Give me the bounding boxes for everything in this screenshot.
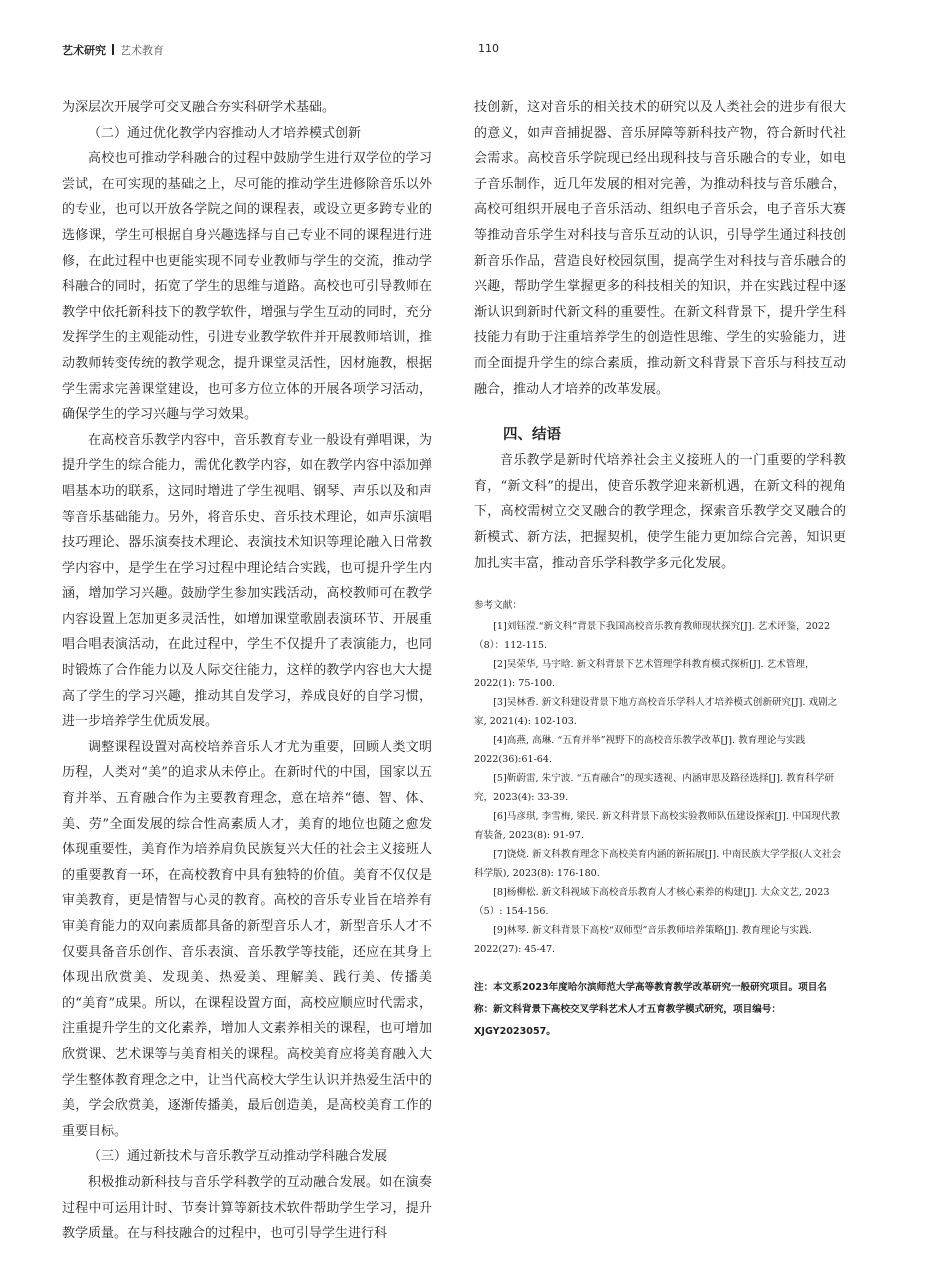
paragraph: 在高校音乐教学内容中，音乐教育专业一般设有弹唱课，为提升学生的综合能力，需优化教学内容，如在教学内容中添加弹唱基本功的联系，这同时增进了学生视唱、钢琴、声乐以及和声等音乐基础能力。另外，将音乐史、音乐技术理论，如声乐演唱技巧理论、器乐演奏技术理论、表演技术知识等理论融入日常教学内容中，是学生在学习过程中理论结合实践，也可提升学生内涵，增加学习兴趣。鼓励学生参加实践活动，高校教师可在教学内容设置上怎加更多灵活性，如增加课堂歌剧表演环节、开展重唱合唱表演活动，在此过程中，学生不仅提升了表演能力，也同时锻炼了合作能力以及人际交往能力，这样的教学内容也大大提高了学生的学习兴趣，推动其自发学习，养成良好的自学习惯，进一步培养学生优质发展。	[62, 432, 432, 730]
paragraph: 技创新，这对音乐的相关技术的研究以及人类社会的进步有很大的意义，如声音捕捉器、音乐屏障等新科技产物，符合新时代社会需求。高校音乐学院现已经出现科技与音乐融合的专业，如电子音乐制作，近几年发展的相对完善，为推动科技与音乐融合，高校可组织开展电子音乐活动、组织电子音乐会，电子音乐大赛等推动音乐学生对科技与音乐互动的认识，引导学生通过科技创新音乐作品，营造良好校园氛围，提高学生对科技与音乐融合的兴趣，帮助学生掌握更多的科技相关的知识，并在实践过程中逐渐认识到新时代新文科的重要性。在新文科背景下，提升学生科技能力有助于注重培养学生的创造性思维、学生的实验能力，进而全面提升学生的综合素质，推动新文科背景下音乐与科技互动融合，推动人才培养的改革发展。	[474, 100, 846, 397]
reference-item: [3]吴林香. 新文科建设背景下地方高校音乐学科人才培养模式创新研究[J]. 戏剧之家, 2021(4): 102-103.	[474, 697, 838, 728]
subsection-heading: （二）通过优化教学内容推动人才培养模式创新	[88, 125, 362, 141]
right-column	[474, 95, 846, 1043]
reference-item: [4]高燕, 高琳. “五育并举”视野下的高校音乐教学改革[J]. 教育理论与实践2022(36):61-64.	[474, 735, 806, 766]
paragraph: 高校也可推动学科融合的过程中鼓励学生进行双学位的学习尝试，在可实现的基础之上，尽可能的推动学生进修除音乐以外的专业，也可以开放各学院之间的课程表，或设立更多跨专业的选修课，学生可根据自身兴趣选择与自己专业不同的课程进行进修，在此过程中也更能实现不同专业教师与学生的交流，推动学科融合的同时，拓宽了学生的思维与道路。高校也可引导教师在教学中依托新科技下的教学软件，增强与学生互动的同时，充分发挥学生的主观能动性，引进专业教学软件并开展教师培训，推动教师转变传统的教学观念，提升课堂灵活性，因材施教，根据学生需求完善课堂建设，也可多方位立体的开展各项学习活动，确保学生的学习兴趣与学习效果。	[62, 151, 432, 423]
subsection-heading: （三）通过新技术与音乐教学互动推动学科融合发展	[88, 1149, 388, 1165]
journal-name: 艺术研究	[62, 44, 106, 57]
references	[474, 596, 846, 959]
reference-item: [6]马彦琪, 李雪梅, 梁民. 新文科背景下高校实验教师队伍建设探索[J]. 中国现代教育装备, 2023(8): 91-97.	[474, 811, 840, 842]
section-name: 艺术教育	[120, 44, 164, 57]
reference-item: [1]刘钰滢.“新文科”背景下我国高校音乐教育教师现状探究[J]. 艺术评鉴，2022（8）：112-115.	[474, 621, 831, 652]
header-divider	[112, 44, 114, 55]
paragraph: 为深层次开展学可交叉融合夯实科研学术基础。	[62, 100, 336, 115]
reference-item: [5]靳蔚雷, 朱宁波. “五育融合”的现实透视、内涵审思及路径选择[J]. 教育科学研究，2023(4): 33-39.	[474, 773, 835, 804]
running-header	[62, 42, 164, 58]
references-title: 参考文献：	[474, 600, 522, 612]
paragraph: 调整课程设置对高校培养音乐人才尤为重要，回顾人类文明历程，人类对“美”的追求从未停止。在新时代的中国，国家以五育并举、五育融合作为主要教育理念，意在培养“德、智、体、美、劳”全面发展的综合性高素质人才，美育的地位也随之愈发体现重要性，美育作为培养肩负民族复兴大任的社会主义接班人的重要教育一环，在高校教育中具有独特的价值。美育不仅仅是审美教育，更是情智与心灵的教育。高校的音乐专业旨在培养有审美育能力的双向素质都具备的新型音乐人才，新型音乐人才不仅要具备音乐创作、音乐表演、音乐教学等技能，还应在其身上体现出欣赏美、发现美、热爱美、理解美、践行美、传播美的“美育”成果。所以，在课程设置方面，高校应顺应时代需求，注重提升学生的文化素养，增加人文素养相关的课程，也可增加欣赏课、艺术课等与美育相关的课程。高校美育应将美育融入大学生整体教育理念之中，让当代高校大学生认识并热爱生活中的美，学会欣赏美，逐渐传播美，最后创造美，是高校美育工作的重要目标。	[62, 739, 432, 1139]
paragraph: 音乐教学是新时代培养社会主义接班人的一门重要的学科教育，“新文科”的提出，使音乐教学迎来新机遇，在新文科的视角下，高校需树立交叉融合的教学理念，探索音乐教学交叉融合的新模式、新方法，把握契机，使学生能力更加综合完善，知识更加扎实丰富，推动音乐学科教学多元化发展。	[474, 453, 846, 571]
reference-item: [2]吴荣华, 马宇晗. 新文科背景下艺术管理学科教育模式探析[J]. 艺术管理，2022(1): 75-100.	[474, 659, 815, 690]
paragraph: 积极推动新科技与音乐学科教学的互动融合发展。如在演奏过程中可运用计时、节奏计算等新技术软件帮助学生学习，提升教学质量。在与科技融合的过程中，也可引导学生进行科	[62, 1174, 432, 1242]
reference-item: [8]杨柳松. 新文科视域下高校音乐教育人才核心素养的构建[J]. 大众文艺, 2023（5）: 154-156.	[474, 887, 830, 918]
funding-note: 注：本文系2023年度哈尔滨师范大学高等教育教学改革研究一般研究项目。项目名称：新文科背景下高校交叉学科艺术人才五育教学模式研究，项目编号：XJGY2023057。	[474, 982, 827, 1038]
left-column	[62, 95, 432, 1247]
page-number: 110	[478, 42, 499, 55]
reference-item: [7]饶烧. 新文科教育理念下高校美育内涵的新拓展[J]. 中南民族大学学报(人文社会科学版), 2023(8): 176-180.	[474, 849, 842, 880]
reference-item: [9]林琴. 新文科背景下高校“双师型”音乐教师培养策略[J]. 教育理论与实践. 2022(27): 45-47.	[474, 925, 812, 956]
section-heading: 四、结语	[503, 427, 561, 444]
